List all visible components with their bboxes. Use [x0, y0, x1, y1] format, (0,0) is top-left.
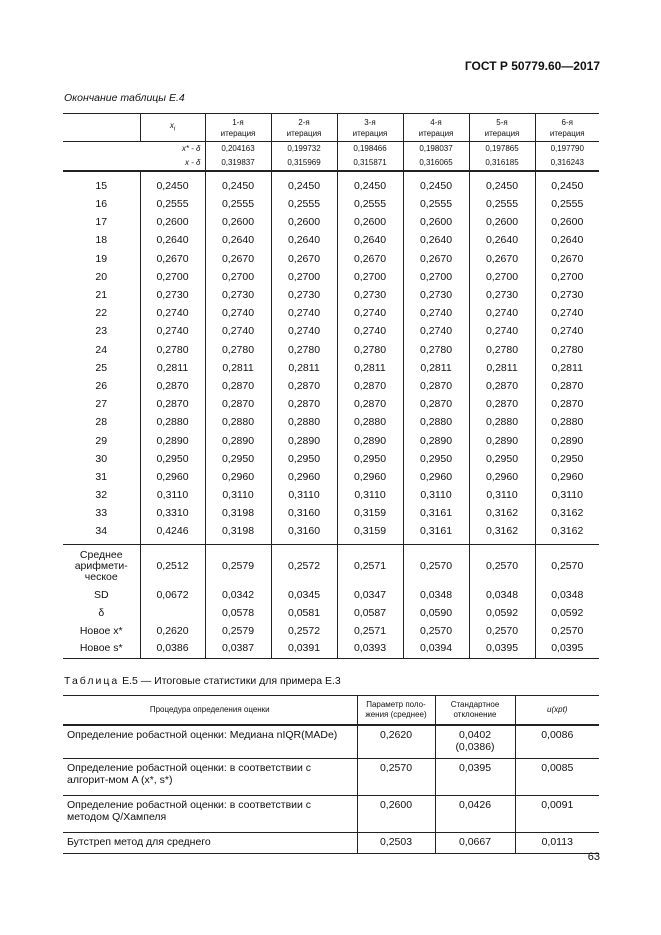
x-plus-cell: 0,316243: [535, 156, 599, 171]
value-cell: 0,0345: [271, 587, 337, 605]
row-index-cell: 17: [95, 216, 108, 229]
value-cell: 0,2811: [535, 359, 599, 377]
x-minus-cell: 0,199732: [271, 142, 337, 157]
value-cell: 0,2811: [469, 359, 535, 377]
value-cell: 0,2640: [337, 231, 403, 249]
x-minus-cell: 0,198037: [403, 142, 469, 157]
table-row: [63, 195, 599, 213]
value-cell: 0,0587: [337, 604, 403, 622]
header-iteration-1: 1-я итерация: [205, 114, 271, 142]
procedure-cell: Бутстреп метод для среднего: [63, 833, 357, 854]
value-cell: 0,3162: [469, 522, 535, 544]
value-cell: 0,2880: [205, 413, 271, 431]
table-row: [63, 304, 599, 322]
table-e5: [63, 695, 599, 854]
value-cell: 0,0578: [205, 604, 271, 622]
value-cell: 0,2740: [403, 304, 469, 322]
value-cell: 0,2579: [205, 544, 271, 587]
value-cell: 0,2640: [140, 231, 205, 249]
stat-label-cell: Среднее арифмети-ческое: [74, 549, 128, 584]
value-cell: 0,0395: [469, 640, 535, 658]
row-index-cell: 29: [95, 434, 108, 447]
value-cell: 0,2640: [205, 231, 271, 249]
value-cell: 0,2571: [337, 622, 403, 640]
value-cell: 0,0387: [205, 640, 271, 658]
value-cell: 0,2890: [337, 431, 403, 449]
stat-label-cell: δ: [98, 606, 105, 619]
value-cell: 0,2570: [535, 544, 599, 587]
table-row: [63, 395, 599, 413]
value-cell: 0,0590: [403, 604, 469, 622]
value-cell: 0,2880: [140, 413, 205, 431]
value-cell: 0,3310: [140, 504, 205, 522]
value-cell: 0,2600: [535, 213, 599, 231]
value-cell: 0,2571: [337, 544, 403, 587]
value-cell: 0,2670: [337, 250, 403, 268]
header-iteration-4: 4-я итерация: [403, 114, 469, 142]
value-cell: 0,3161: [403, 504, 469, 522]
value-cell: 0,0348: [469, 587, 535, 605]
value-cell: 0,0391: [271, 640, 337, 658]
table-row: [63, 268, 599, 286]
value-cell: 0,0386: [140, 640, 205, 658]
value-cell: 0,2870: [337, 395, 403, 413]
value-cell: 0,2870: [469, 395, 535, 413]
value-cell: 0,2780: [140, 341, 205, 359]
stats-row: [63, 622, 599, 640]
header-location: Параметр поло-жения (среднее): [357, 696, 435, 726]
value-cell: 0,2555: [469, 195, 535, 213]
x-plus-cell: 0,316065: [403, 156, 469, 171]
value-cell: 0,2740: [271, 304, 337, 322]
value-cell: [140, 604, 205, 622]
value-cell: 0,2950: [535, 450, 599, 468]
value-cell: 0,3161: [403, 522, 469, 544]
value-cell: 0,2740: [271, 322, 337, 340]
table-row: [63, 450, 599, 468]
procedure-cell: Определение робастной оценки: в соответствии с методом Q/Хампеля: [63, 796, 357, 833]
value-cell: 0,0395: [435, 759, 515, 796]
value-cell: 0,3160: [271, 504, 337, 522]
value-cell: 0,0085: [515, 759, 599, 796]
row-index-cell: 24: [95, 343, 108, 356]
table-row: [63, 171, 599, 195]
header-iteration-2: 2-я итерация: [271, 114, 337, 142]
value-cell: 0,2600: [205, 213, 271, 231]
value-cell: 0,2572: [271, 622, 337, 640]
value-cell: 0,2811: [403, 359, 469, 377]
row-index-cell: 22: [95, 307, 108, 320]
value-cell: 0,2670: [535, 250, 599, 268]
value-cell: 0,2870: [535, 377, 599, 395]
value-cell: 0,2960: [535, 468, 599, 486]
value-cell: 0,2730: [205, 286, 271, 304]
value-cell: 0,2960: [403, 468, 469, 486]
value-cell: 0,2870: [140, 395, 205, 413]
value-cell: 0,2503: [357, 833, 435, 854]
value-cell: 0,2700: [271, 268, 337, 286]
table-row: [63, 413, 599, 431]
value-cell: 0,2870: [271, 377, 337, 395]
value-cell: 0,2740: [469, 304, 535, 322]
stats-row: [63, 640, 599, 658]
row-index-cell: 30: [95, 452, 108, 465]
value-cell: 0,2811: [271, 359, 337, 377]
value-cell: 0,2870: [469, 377, 535, 395]
value-cell: 0,2570: [403, 622, 469, 640]
table-e5-header-row: [63, 696, 599, 726]
value-cell: 0,2450: [205, 171, 271, 195]
stat-label-cell: SD: [93, 588, 109, 601]
value-cell: 0,3110: [403, 486, 469, 504]
value-cell: 0,2960: [469, 468, 535, 486]
value-cell: 0,3110: [337, 486, 403, 504]
value-cell: 0,2740: [337, 304, 403, 322]
value-cell: 0,0395: [535, 640, 599, 658]
stat-label-cell: Новое x*: [79, 624, 123, 637]
value-cell: 0,2579: [205, 622, 271, 640]
value-cell: 0,2620: [357, 725, 435, 759]
value-cell: 0,2870: [205, 395, 271, 413]
value-cell: 0,2950: [469, 450, 535, 468]
header-std-dev: Стандартное отклонение: [435, 696, 515, 726]
value-cell: 0,0592: [469, 604, 535, 622]
row-index-cell: 25: [95, 361, 108, 374]
x-minus-cell: 0,198466: [337, 142, 403, 157]
value-cell: 0,2780: [205, 341, 271, 359]
table-row: [63, 213, 599, 231]
page-number: 63: [587, 851, 600, 863]
value-cell: 0,0342: [205, 587, 271, 605]
value-cell: 0,0394: [403, 640, 469, 658]
procedure-cell: Определение робастной оценки: в соответствии с алгорит-мом A (x*, s*): [63, 759, 357, 796]
value-cell: 0,2950: [205, 450, 271, 468]
value-cell: 0,0426: [435, 796, 515, 833]
value-cell: 0,0091: [515, 796, 599, 833]
header-iteration-3: 3-я итерация: [337, 114, 403, 142]
table-row: [63, 833, 599, 854]
value-cell: 0,2730: [140, 286, 205, 304]
value-cell: 0,2740: [140, 304, 205, 322]
value-cell: 0,2740: [535, 304, 599, 322]
value-cell: 0,2780: [271, 341, 337, 359]
value-cell: 0,2570: [403, 544, 469, 587]
value-cell: 0,2512: [140, 544, 205, 587]
value-cell: 0,2670: [403, 250, 469, 268]
value-cell: 0,2740: [205, 304, 271, 322]
x-plus-delta-row: [63, 156, 599, 171]
stats-row: [63, 544, 599, 587]
x-plus-cell: 0,319837: [205, 156, 271, 171]
value-cell: 0,4246: [140, 522, 205, 544]
value-cell: 0,2640: [271, 231, 337, 249]
value-cell: 0,2555: [271, 195, 337, 213]
value-cell: 0,2740: [469, 322, 535, 340]
value-cell: 0,2950: [140, 450, 205, 468]
value-cell: 0,3110: [140, 486, 205, 504]
x-plus-cell: 0,315969: [271, 156, 337, 171]
value-cell: 0,2960: [337, 468, 403, 486]
value-cell: 0,2450: [469, 171, 535, 195]
table-e4: [63, 113, 599, 659]
value-cell: 0,2870: [140, 377, 205, 395]
table-row: [63, 468, 599, 486]
value-cell: 0,2890: [271, 431, 337, 449]
row-index-cell: 34: [63, 522, 140, 544]
row-index-cell: 33: [95, 507, 108, 520]
value-cell: 0,2730: [403, 286, 469, 304]
x-minus-cell: 0,197790: [535, 142, 599, 157]
table-row: [63, 504, 599, 522]
value-cell: 0,2555: [337, 195, 403, 213]
value-cell: 0,0402 (0,0386): [435, 725, 515, 759]
value-cell: 0,2555: [535, 195, 599, 213]
procedure-cell: Определение робастной оценки: Медиана nIQR(MADe): [63, 725, 357, 759]
value-cell: 0,2890: [535, 431, 599, 449]
row-index-cell: 18: [95, 234, 108, 247]
table-row: [63, 522, 599, 544]
value-cell: 0,0113: [515, 833, 599, 854]
value-cell: 0,2600: [357, 796, 435, 833]
row-index-cell: 26: [95, 379, 108, 392]
value-cell: 0,2450: [337, 171, 403, 195]
value-cell: 0,2740: [337, 322, 403, 340]
value-cell: 0,2880: [403, 413, 469, 431]
header-empty-cell: [63, 114, 140, 142]
header-procedure: Процедура определения оценки: [63, 696, 357, 726]
value-cell: 0,3198: [205, 522, 271, 544]
document-header: ГОСТ Р 50779.60—2017: [464, 59, 600, 73]
value-cell: 0,2570: [469, 544, 535, 587]
row-index-cell: 15: [95, 179, 108, 192]
value-cell: 0,2570: [469, 622, 535, 640]
value-cell: 0,2670: [271, 250, 337, 268]
value-cell: 0,2740: [403, 322, 469, 340]
value-cell: 0,2890: [469, 431, 535, 449]
value-cell: 0,2700: [535, 268, 599, 286]
value-cell: 0,2960: [271, 468, 337, 486]
value-cell: 0,3160: [271, 522, 337, 544]
value-cell: 0,0592: [535, 604, 599, 622]
table-row: [63, 796, 599, 833]
value-cell: 0,2570: [357, 759, 435, 796]
value-cell: 0,0086: [515, 725, 599, 759]
value-cell: 0,2730: [271, 286, 337, 304]
table-row: [63, 231, 599, 249]
value-cell: 0,2450: [403, 171, 469, 195]
value-cell: 0,2950: [337, 450, 403, 468]
value-cell: 0,2890: [140, 431, 205, 449]
header-xi: $x_i$: [140, 114, 205, 142]
value-cell: 0,2880: [337, 413, 403, 431]
x-plus-cell: 0,315871: [337, 156, 403, 171]
value-cell: 0,2780: [403, 341, 469, 359]
table-row: [63, 725, 599, 759]
row-index-cell: 21: [95, 289, 108, 302]
value-cell: 0,2960: [205, 468, 271, 486]
value-cell: 0,3162: [469, 504, 535, 522]
table-row: [63, 377, 599, 395]
table-row: [63, 759, 599, 796]
x-minus-delta-label: x* - δ: [181, 144, 201, 153]
value-cell: 0,2740: [535, 322, 599, 340]
value-cell: 0,2811: [140, 359, 205, 377]
value-cell: 0,2880: [469, 413, 535, 431]
value-cell: 0,2555: [403, 195, 469, 213]
stat-label-cell: Новое s*: [79, 642, 123, 655]
value-cell: 0,2700: [205, 268, 271, 286]
value-cell: 0,2700: [403, 268, 469, 286]
x-plus-delta-label: x - δ: [63, 156, 205, 171]
row-index-cell: 27: [95, 398, 108, 411]
value-cell: 0,3110: [535, 486, 599, 504]
value-cell: 0,2780: [337, 341, 403, 359]
value-cell: 0,0347: [337, 587, 403, 605]
header-iteration-6: 6-я итерация: [535, 114, 599, 142]
value-cell: 0,2670: [140, 250, 205, 268]
value-cell: 0,2730: [535, 286, 599, 304]
value-cell: 0,2870: [535, 395, 599, 413]
value-cell: 0,2870: [403, 395, 469, 413]
value-cell: 0,0667: [435, 833, 515, 854]
value-cell: 0,2880: [535, 413, 599, 431]
value-cell: 0,2620: [140, 622, 205, 640]
value-cell: 0,2740: [140, 322, 205, 340]
value-cell: 0,2811: [205, 359, 271, 377]
table-row: [63, 486, 599, 504]
value-cell: 0,3162: [535, 522, 599, 544]
value-cell: 0,2730: [469, 286, 535, 304]
value-cell: 0,0581: [271, 604, 337, 622]
row-index-cell: 31: [95, 470, 108, 483]
value-cell: 0,2780: [469, 341, 535, 359]
table-e4-caption: Окончание таблицы Е.4: [64, 92, 185, 104]
stats-row: [63, 604, 599, 622]
value-cell: 0,2700: [140, 268, 205, 286]
value-cell: 0,2555: [140, 195, 205, 213]
value-cell: 0,0348: [403, 587, 469, 605]
value-cell: 0,0348: [535, 587, 599, 605]
header-iteration-5: 5-я итерация: [469, 114, 535, 142]
value-cell: 0,0672: [140, 587, 205, 605]
value-cell: 0,2740: [205, 322, 271, 340]
value-cell: 0,2600: [337, 213, 403, 231]
value-cell: 0,2572: [271, 544, 337, 587]
value-cell: 0,2870: [271, 395, 337, 413]
value-cell: 0,2570: [535, 622, 599, 640]
value-cell: 0,2670: [205, 250, 271, 268]
row-index-cell: 19: [95, 252, 108, 265]
value-cell: 0,2811: [337, 359, 403, 377]
table-row: [63, 322, 599, 340]
row-index-cell: 16: [95, 198, 108, 211]
value-cell: 0,2450: [271, 171, 337, 195]
row-index-cell: 32: [95, 489, 108, 502]
x-minus-delta-row: [63, 142, 599, 157]
value-cell: 0,2890: [403, 431, 469, 449]
value-cell: 0,3159: [337, 504, 403, 522]
x-minus-cell: 0,204163: [205, 142, 271, 157]
value-cell: 0,2600: [140, 213, 205, 231]
stats-row: [63, 587, 599, 605]
value-cell: 0,2890: [205, 431, 271, 449]
value-cell: 0,3162: [535, 504, 599, 522]
value-cell: 0,3159: [337, 522, 403, 544]
value-cell: 0,2600: [469, 213, 535, 231]
value-cell: 0,2640: [403, 231, 469, 249]
value-cell: 0,3110: [271, 486, 337, 504]
table-row: [63, 359, 599, 377]
value-cell: 0,2780: [535, 341, 599, 359]
value-cell: 0,3110: [469, 486, 535, 504]
value-cell: 0,2730: [337, 286, 403, 304]
value-cell: 0,2950: [271, 450, 337, 468]
value-cell: 0,2880: [271, 413, 337, 431]
x-minus-cell: 0,197865: [469, 142, 535, 157]
value-cell: 0,2700: [337, 268, 403, 286]
value-cell: 0,2450: [140, 171, 205, 195]
table-row: [63, 431, 599, 449]
row-index-cell: 28: [95, 416, 108, 429]
value-cell: 0,2950: [403, 450, 469, 468]
value-cell: 0,0393: [337, 640, 403, 658]
table-e4-header-row: [63, 114, 599, 142]
value-cell: 0,2870: [403, 377, 469, 395]
value-cell: 0,2640: [469, 231, 535, 249]
value-cell: 0,2640: [535, 231, 599, 249]
value-cell: 0,2700: [469, 268, 535, 286]
value-cell: 0,3110: [205, 486, 271, 504]
value-cell: 0,2555: [205, 195, 271, 213]
table-row: [63, 286, 599, 304]
value-cell: 0,2600: [271, 213, 337, 231]
header-uncertainty: u(xpt): [515, 696, 599, 726]
table-row: [63, 250, 599, 268]
row-index-cell: 23: [95, 325, 108, 338]
value-cell: 0,2670: [469, 250, 535, 268]
value-cell: 0,2450: [535, 171, 599, 195]
value-cell: 0,2960: [140, 468, 205, 486]
value-cell: 0,2600: [403, 213, 469, 231]
value-cell: 0,3198: [205, 504, 271, 522]
table-e5-caption: Таблица Е.5 — Итоговые статистики для примера Е.3: [64, 675, 341, 687]
x-plus-cell: 0,316185: [469, 156, 535, 171]
row-index-cell: 20: [95, 270, 108, 283]
table-row: [63, 341, 599, 359]
value-cell: 0,2870: [205, 377, 271, 395]
value-cell: 0,2870: [337, 377, 403, 395]
